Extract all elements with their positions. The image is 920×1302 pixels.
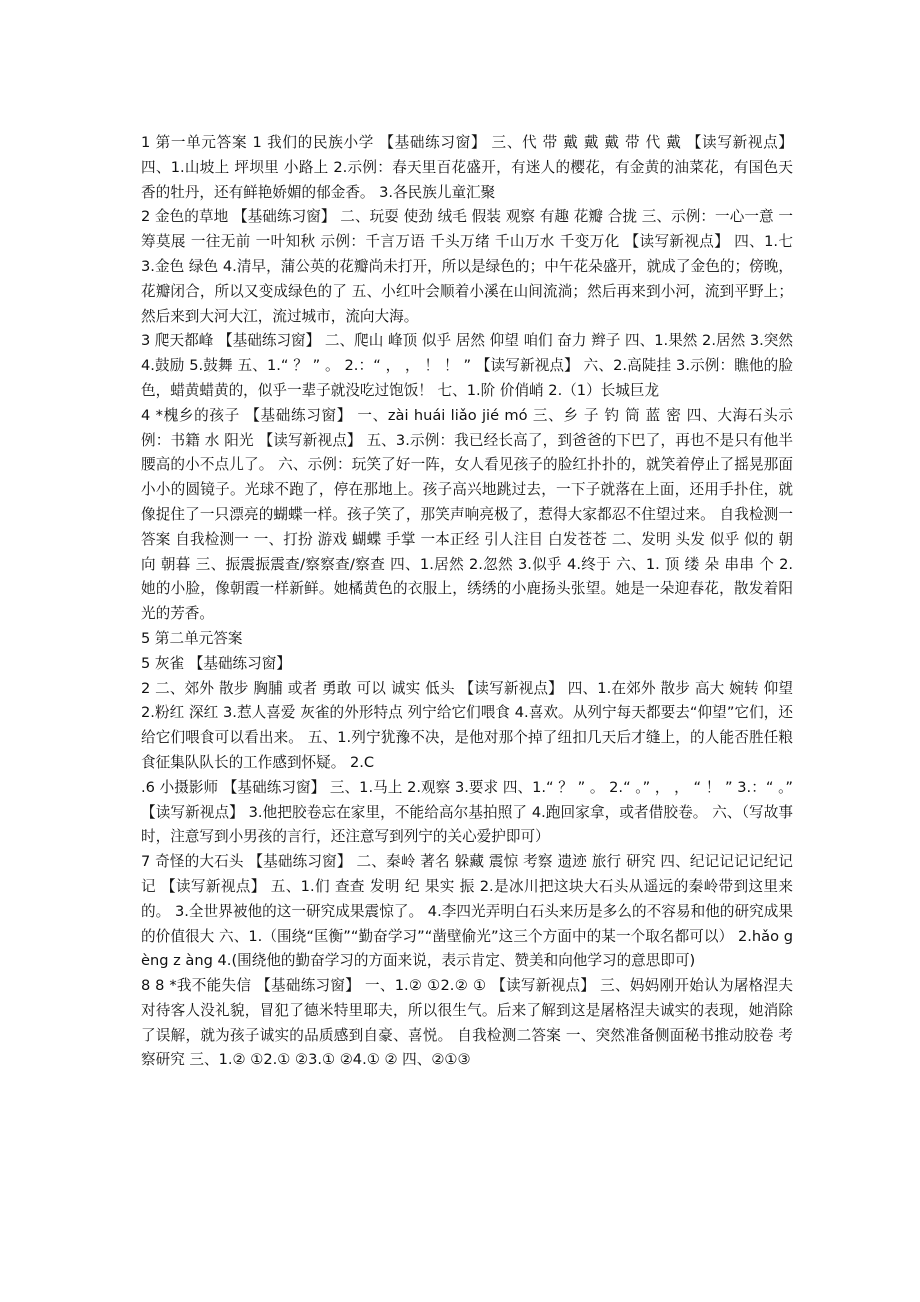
lesson3-climbing-tiandu-answers: 3 爬天都峰 【基础练习窗】 二、爬山 峰顶 似乎 居然 仰望 咱们 奋力 辫子 四、1.果然 2.居然 3.突然 4.鼓励 5.鼓舞 五、1.“ ？ ” 。 2.：“ ， ， ！ ！ ” 【读写新视点】 六、2.高陡挂 3.示例：瞧他的脸色，蜡黄蜡黄的，似乎一辈子就没吃过饱饭！ 七、1.阶 价俏峭 2.（1）长城巨龙 [141,332,793,399]
unit1-lesson1-answers: 1 第一单元答案 1 我们的民族小学 【基础练习窗】 三、代 带 戴 戴 戴 带 代 戴 【读写新视点】 四、1.山坡上 坪坝里 小路上 2.示例：春天里百花盛开，有迷人的樱花，有金黄的油菜花，有国色天香的牡丹，还有鲜艳娇媚的郁金香。 3.各民族儿童汇聚 [141,134,793,201]
lesson7-strange-stone-answers: 7 奇怪的大石头 【基础练习窗】 二、秦岭 著名 躲藏 震惊 考察 遗迹 旅行 研究 四、纪记记记记纪记记 【读写新视点】 五、1.们 查查 发明 纪 果实 振 2.是冰川把这块大石头从遥远的秦岭带到这里来的。 3.全世界被他的这一研究成果震惊了。 4.李四光弄明白石头来历是多么的不容易和他的研究成果的价值很大 六、1.（围绕“匡衡”“勤奋学习”“凿壁偷光”这三个方面中的某一个取名都可以） 2.hǎo gèng z àng 4.(围绕他的勤奋学习的方面来说，表示肯定、赞美和向他学习的意思即可) [141,853,793,970]
lesson8-and-self-test2-answers: 8 8 *我不能失信 【基础练习窗】 一、1.② ①2.② ① 【读写新视点】 三、妈妈刚开始认为屠格涅夫对待客人没礼貌，冒犯了德米特里耶夫，所以很生气。后来了解到这是屠格涅夫诚实的表现，她消除了误解，就为孩子诚实的品质感到自豪、喜悦。 自我检测二答案 一、突然准备侧面秘书推动胶卷 考察研究 三、1.② ①2.① ②3.① ②4.① ② 四、②①③ [141,977,793,1069]
lesson6-little-photographer-answers: .6 小摄影师 【基础练习窗】 三、1.马上 2.观察 3.要求 四、1.“ ？ ” 。 2.“ 。” ， ， “ ！ ” 3.：“ 。” 【读写新视点】 3.他把胶卷忘在家里，不能给高尔基拍照了 4.跑回家拿，或者借胶卷。 六、（写故事时，注意写到小男孩的言行，还注意写到列宁的关心爱护即可） [141,778,793,846]
lesson5-title: 5 灰雀 【基础练习窗】 [141,654,291,672]
lesson2-golden-meadow-answers: 2 金色的草地 【基础练习窗】 二、玩耍 使劲 绒毛 假装 观察 有趣 花瓣 合拢 三、示例：一心一意 一筹莫展 一往无前 一叶知秋 示例：千言万语 千头万绪 千山万水 千变万化 【读写新视点】 四、1.七 3.金色 绿色 4.清早，蒲公英的花瓣尚未打开，所以是绿色的；中午花朵盛开，就成了金色的；傍晚，花瓣闭合，所以又变成绿色的了 五、小红叶会顺着小溪在山间流淌；然后再来到小河，流到平野上；然后来到大河大江，流过城市，流向大海。 [141,208,793,325]
answer-document [141,131,793,1073]
lesson5-answers: 2 二、郊外 散步 胸脯 或者 勇敢 可以 诚实 低头 【读写新视点】 四、1.在郊外 散步 高大 婉转 仰望 2.粉红 深红 3.惹人喜爱 灰雀的外形特点 列宁给它们喂食 4.喜欢。从列宁每天都要去“仰望”它们，还给它们喂食可以看出来。 五、1.列宁犹豫不决，是他对那个掉了纽扣几天后才缝上，的人能否胜任粮食征集队队长的工作感到怀疑。 2.C [141,679,793,771]
unit2-heading: 5 第二单元答案 [141,629,243,647]
lesson4-and-self-test1-answers: 4 *槐乡的孩子 【基础练习窗】 一、zài huái liǎo jié mó 三、乡 子 钓 筒 蓝 密 四、大海石头示例：书籍 水 阳光 【读写新视点】 五、3.示例：我已经长高了，到爸爸的下巴了，再也不是只有他半腰高的小不点儿了。 六、示例：玩笑了好一阵，女人看见孩子的脸红扑扑的，就笑着停止了摇晃那面小小的圆镜子。光球不跑了，停在那地上。孩子高兴地跳过去，一下子就落在上面，还用手扑住，就像捉住了一只漂亮的蝴蝶一样。孩子笑了，那笑声响亮极了，惹得大家都忍不住望过来。 自我检测一答案 自我检测一 一、打扮 游戏 蝴蝶 手掌 一本正经 引人注目 白发苍苍 二、发明 头发 似乎 似的 朝向 朝暮 三、振震振震查/察察查/察查 四、1.居然 2.忽然 3.似乎 4.终于 六、1. 顶 缕 朵 串串 个 2. 她的小脸，像朝霞一样新鲜。她橘黄色的衣服上，绣绣的小鹿扬头张望。她是一朵迎春花，散发着阳光的芳香。 [141,406,793,623]
